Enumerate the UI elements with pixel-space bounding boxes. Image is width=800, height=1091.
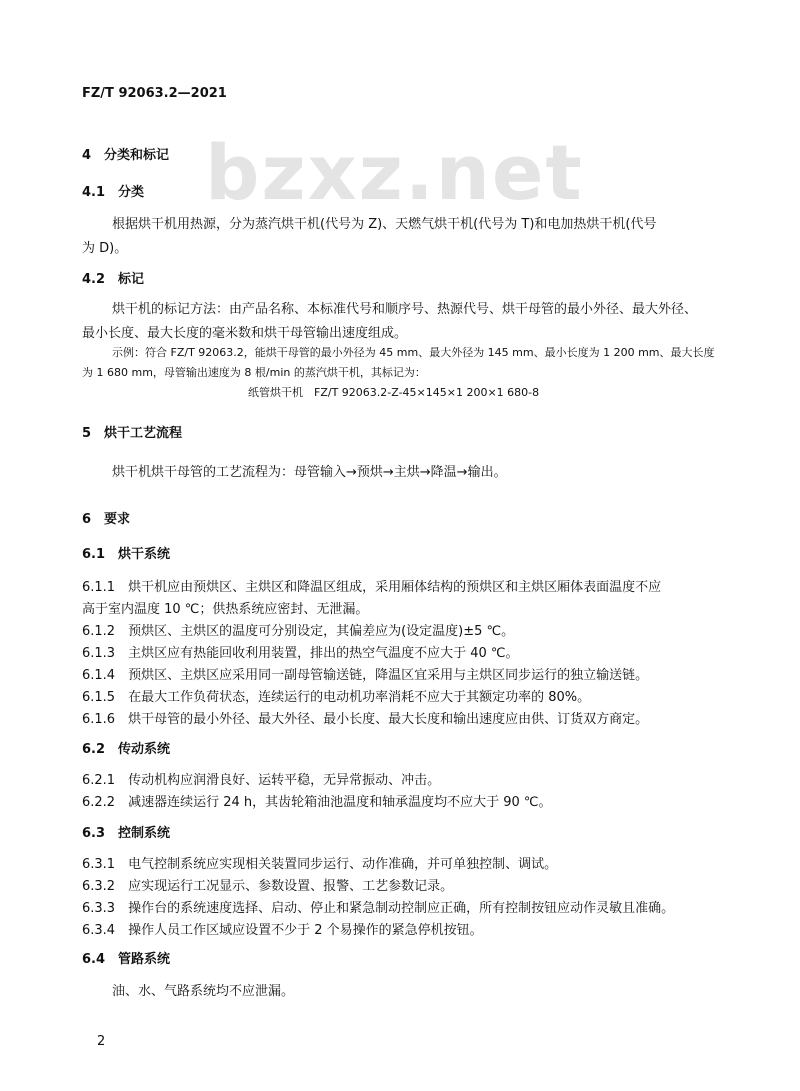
section-6-2-heading: 6.2 传动系统	[82, 742, 171, 757]
section-6-4-heading: 6.4 管路系统	[82, 952, 171, 967]
example-line1: 示例：符合 FZ/T 92063.2，能烘干母管的最小外径为 45 mm、最大外径为 145 mm、最小长度为 1 200 mm、最大长度	[112, 346, 715, 359]
para-4-2-line1: 烘干机的标记方法：由产品名称、本标准代号和顺序号、热源代号、烘干母管的最小外径、最大外径、	[112, 302, 698, 317]
para-5: 烘干机烘干母管的工艺流程为：母管输入→预烘→主烘→降温→输出。	[112, 465, 507, 480]
clause-6-1-3: 6.1.3 主烘区应有热能回收利用装置，排出的热空气温度不应大于 40 ℃。	[82, 646, 519, 661]
clause-6-1-1-line1: 6.1.1 烘干机应由预烘区、主烘区和降温区组成，采用厢体结构的预烘区和主烘区厢体表面温度不应	[82, 580, 662, 595]
section-6-3-heading: 6.3 控制系统	[82, 826, 171, 841]
section-5-heading: 5 烘干工艺流程	[82, 426, 183, 441]
watermark: bzxz.net	[205, 128, 584, 217]
clause-6-3-4: 6.3.4 操作人员工作区域应设置不少于 2 个易操作的紧急停机按钮。	[82, 923, 483, 938]
clause-6-1-2: 6.1.2 预烘区、主烘区的温度可分别设定，其偏差应为(设定温度)±5 ℃。	[82, 624, 515, 639]
page-number: 2	[97, 1034, 106, 1049]
clause-6-2-1: 6.2.1 传动机构应润滑良好、运转平稳，无异常振动、冲击。	[82, 773, 441, 788]
clause-6-1-5: 6.1.5 在最大工作负荷状态，连续运行的电动机功率消耗不应大于其额定功率的 80%。	[82, 690, 591, 705]
clause-6-1-6: 6.1.6 烘干母管的最小外径、最大外径、最小长度、最大长度和输出速度应由供、订货双方商定。	[82, 712, 649, 727]
example-line2: 为 1 680 mm，母管输出速度为 8 根/min 的蒸汽烘干机，其标记为：	[82, 366, 426, 379]
standard-header: FZ/T 92063.2—2021	[82, 86, 227, 101]
clause-6-1-4: 6.1.4 预烘区、主烘区应采用同一副母管输送链，降温区宜采用与主烘区同步运行的独立输送链。	[82, 668, 649, 683]
para-4-2-line2: 最小长度、最大长度的毫米数和烘干母管输出速度组成。	[82, 326, 408, 341]
clause-6-3-3: 6.3.3 操作台的系统速度选择、启动、停止和紧急制动控制应正确，所有控制按钮应动作灵敏且准确。	[82, 901, 675, 916]
clause-6-3-1: 6.3.1 电气控制系统应实现相关装置同步运行、动作准确，并可单独控制、调试。	[82, 857, 558, 872]
section-4-heading: 4 分类和标记	[82, 148, 170, 163]
para-4-1-line1: 根据烘干机用热源，分为蒸汽烘干机(代号为 Z)、天燃气烘干机(代号为 T)和电加热烘干机(代号	[112, 217, 657, 232]
clause-6-3-2: 6.3.2 应实现运行工况显示、参数设置、报警、工艺参数记录。	[82, 879, 454, 894]
section-4-2-heading: 4.2 标记	[82, 272, 145, 287]
section-6-1-heading: 6.1 烘干系统	[82, 547, 171, 562]
para-6-4: 油、水、气路系统均不应泄漏。	[112, 984, 295, 999]
section-4-1-heading: 4.1 分类	[82, 185, 145, 200]
section-6-heading: 6 要求	[82, 512, 131, 527]
clause-6-1-1-line2: 高于室内温度 10 ℃；供热系统应密封、无泄漏。	[82, 602, 369, 617]
para-4-1-line2: 为 D)。	[82, 241, 128, 256]
example-marking: 纸管烘干机 FZ/T 92063.2-Z-45×145×1 200×1 680-8	[248, 386, 540, 399]
clause-6-2-2: 6.2.2 减速器连续运行 24 h，其齿轮箱油池温度和轴承温度均不应大于 90 ℃。	[82, 795, 552, 810]
